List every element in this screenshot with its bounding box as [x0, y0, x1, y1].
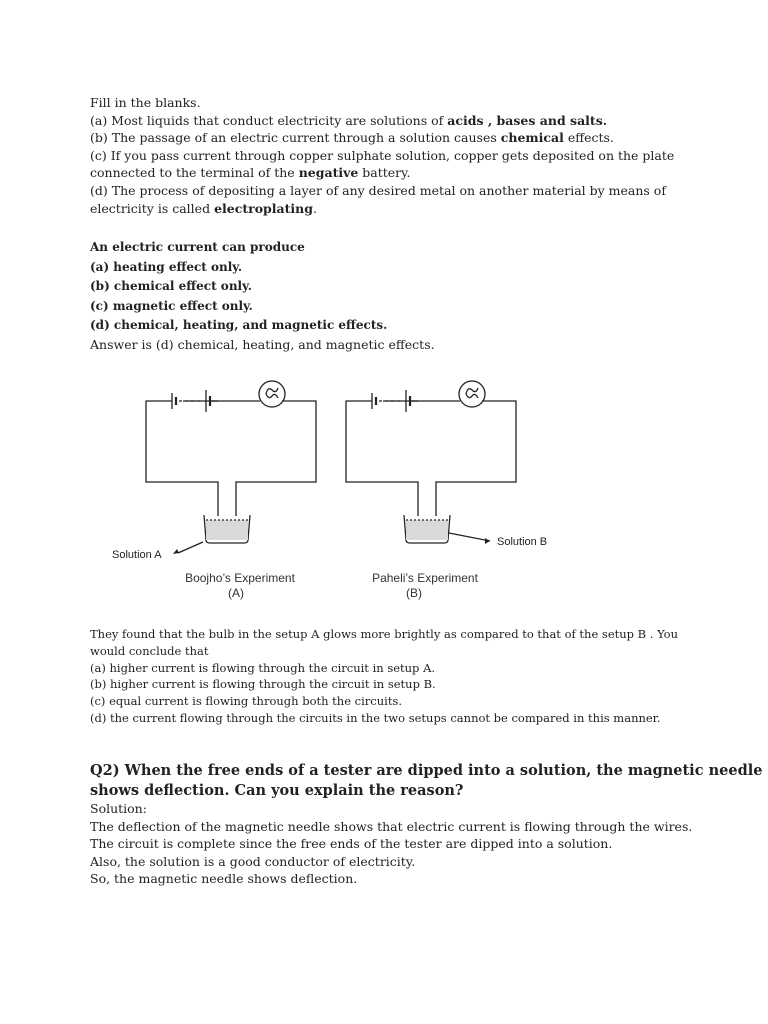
mcq-answer: Answer is (d) chemical, heating, and magnetic effects.: [90, 336, 435, 352]
circuit-b: [346, 381, 516, 544]
beaker-b-icon: [404, 515, 450, 543]
q2-solution: [90, 800, 693, 888]
label-solution-a: Solution A: [112, 549, 162, 561]
beaker-a-icon: [204, 515, 250, 543]
mcq-option-b: (b) chemical effect only.: [90, 279, 252, 293]
pointer-a: [178, 542, 203, 553]
fill-b-text: (b) The passage of an electric current through a solution causes: [90, 130, 501, 146]
fill-item-c-line2: [90, 164, 650, 182]
q2-line-1: The deflection of the magnetic needle shows that electric current is flowing through the wires.: [90, 818, 693, 834]
fill-item-d-line1: (d) The process of depositing a layer of any desired metal on another material by means of: [90, 182, 666, 198]
circuit-diagram: [100, 370, 570, 610]
q2-line-3: Also, the solution is a good conductor of electricity.: [90, 853, 416, 869]
mcq-option-c: (c) magnetic effect only.: [90, 298, 253, 313]
fill-item-c-line1: (c) If you pass current through copper sulphate solution, copper gets deposited on the plate: [90, 147, 675, 163]
q2-title-line1: Q2) When the free ends of a tester are dipped into a solution, the magnetic needle: [90, 762, 763, 779]
fill-item-b: [90, 129, 650, 147]
label-solution-b: Solution B: [497, 536, 548, 548]
bulb-icon: [259, 381, 285, 407]
fill-in-blanks-section: [90, 94, 675, 217]
caption-a: Boojho’s Experiment: [185, 571, 295, 585]
q3-option-b: (b) higher current is flowing through the circuit in setup B.: [90, 677, 436, 692]
fill-item-d-line2: [90, 200, 650, 218]
pointer-b: [449, 533, 490, 541]
caption-a-sub: (A): [228, 586, 244, 600]
caption-b: Paheli’s Experiment: [372, 571, 478, 585]
fill-d-answer: electroplating: [214, 200, 313, 216]
fill-item-a: [90, 112, 650, 130]
q3-line1: They found that the bulb in the setup A glows more brightly as compared to that of the setup B . You: [90, 627, 679, 641]
q2-title-line2: shows deflection. Can you explain the reason?: [90, 782, 464, 799]
q3-option-a: (a) higher current is flowing through the circuit in setup A.: [90, 660, 436, 675]
fill-d-text-end: .: [312, 200, 317, 216]
mcq-option-d: (d) chemical, heating, and magnetic effects.: [90, 318, 388, 332]
mcq-option-a: (a) heating effect only.: [90, 259, 243, 274]
q2-line-2: The circuit is complete since the free ends of the tester are dipped into a solution.: [90, 836, 613, 852]
bulb-question-section: [90, 626, 679, 727]
q3-line2: would conclude that: [90, 643, 209, 658]
fill-b-answer: chemical: [500, 130, 564, 146]
q2-line-4: So, the magnetic needle shows deflection.: [90, 871, 358, 887]
fill-c-text-end: battery.: [358, 165, 411, 181]
circuit-a: [146, 381, 316, 553]
mcq-question: An electric current can produce: [90, 240, 305, 254]
arrow-a-icon: [173, 549, 179, 554]
q2-solution-label: Solution:: [90, 801, 147, 816]
q3-option-c: (c) equal current is flowing through both the circuits.: [90, 694, 402, 709]
q2-title: [90, 761, 763, 801]
fill-a-text: (a) Most liquids that conduct electricity are solutions of: [90, 112, 448, 128]
fill-heading: Fill in the blanks.: [90, 95, 201, 110]
q3-option-d: (d) the current flowing through the circuits in the two setups cannot be compared in this manner.: [90, 710, 661, 725]
fill-c-answer: negative: [298, 165, 359, 181]
bulb-icon: [459, 381, 485, 407]
mcq-section: [90, 238, 650, 353]
caption-b-sub: (B): [406, 586, 422, 600]
fill-d-text: electricity is called: [90, 200, 215, 216]
fill-a-answer: acids , bases and salts.: [447, 112, 608, 128]
fill-c-text: connected to the terminal of the: [90, 165, 299, 181]
fill-b-text-end: effects.: [563, 130, 614, 146]
